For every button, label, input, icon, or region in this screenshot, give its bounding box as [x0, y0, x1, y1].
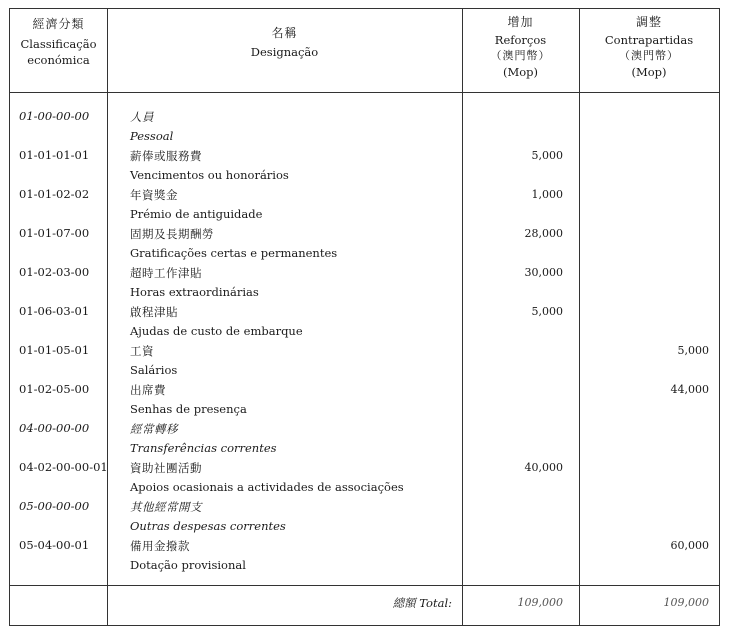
row-designation-pt: Pessoal — [130, 128, 174, 143]
row-designation-pt: Dotação provisional — [130, 557, 246, 572]
header-reforcos-unit: (Mop) — [502, 65, 539, 79]
row-designation-pt: Apoios ocasionais a actividades de associações — [130, 479, 404, 494]
table-row — [9, 380, 720, 400]
table-row — [9, 419, 720, 439]
row-designation-pt: Senhas de presença — [130, 401, 247, 416]
row-code: 01-01-01-01 — [19, 148, 90, 162]
total-label: 總額 Total: — [392, 596, 452, 610]
contrapartida-amount: 60,000 — [670, 539, 709, 552]
row-designation-zh: 工資 — [130, 344, 154, 358]
table-row — [9, 400, 720, 420]
contrapartida-amount: 44,000 — [670, 383, 709, 396]
header-classification-zh: 經濟分類 — [32, 17, 85, 31]
header-contrapartidas-unit-zh: （澳門幣） — [619, 49, 679, 62]
row-designation-pt: Gratificações certas e permanentes — [130, 245, 338, 260]
row-designation-zh: 經常轉移 — [130, 422, 178, 436]
row-code: 05-04-00-01 — [19, 538, 90, 552]
row-code: 04-02-00-00-01 — [19, 460, 108, 474]
row-designation-zh: 其他經常開支 — [130, 500, 202, 514]
header-designation-pt: Designação — [250, 45, 319, 59]
table-row — [9, 283, 720, 303]
table-row — [9, 497, 720, 517]
row-code: 01-00-00-00 — [19, 109, 90, 123]
table-row — [9, 107, 720, 127]
total-contrapartidas: 109,000 — [663, 596, 709, 609]
table-row — [9, 517, 720, 537]
header-contrapartidas-zh: 調整 — [635, 15, 662, 29]
table-row — [9, 536, 720, 556]
row-designation-pt: Transferências correntes — [130, 440, 277, 455]
header-reforcos-unit-zh: （澳門幣） — [490, 49, 551, 62]
header-reforcos-pt: Reforços — [494, 33, 547, 47]
row-code: 01-01-07-00 — [19, 226, 90, 240]
table-row — [9, 244, 720, 264]
row-designation-zh: 資助社團活動 — [130, 461, 202, 475]
header-designation-zh: 名稱 — [271, 26, 298, 40]
header-classification-pt-1: Classificação — [20, 37, 97, 51]
contrapartida-amount: 5,000 — [677, 344, 709, 357]
row-designation-zh: 年資獎金 — [130, 188, 178, 202]
table-row — [9, 439, 720, 459]
header-contrapartidas-unit: (Mop) — [631, 65, 667, 79]
row-designation-zh: 薪俸或服務費 — [130, 149, 202, 163]
reforco-amount: 40,000 — [524, 461, 563, 474]
row-designation-pt: Ajudas de custo de embarque — [130, 323, 303, 338]
table-row — [9, 185, 720, 205]
total-reforcos: 109,000 — [517, 596, 563, 609]
row-designation-pt: Prémio de antiguidade — [130, 206, 263, 221]
row-code: 04-00-00-00 — [19, 421, 90, 435]
row-code: 01-06-03-01 — [19, 304, 90, 318]
table-body — [9, 0, 720, 634]
reforco-amount: 5,000 — [531, 305, 563, 318]
header-reforcos-zh: 增加 — [507, 15, 534, 29]
table-row — [9, 341, 720, 361]
reforco-amount: 28,000 — [524, 227, 563, 240]
reforco-amount: 30,000 — [524, 266, 563, 279]
table-row — [9, 556, 720, 576]
row-designation-pt: Horas extraordinárias — [130, 284, 259, 299]
row-designation-pt: Outras despesas correntes — [130, 518, 286, 533]
row-designation-zh: 超時工作津貼 — [130, 266, 202, 280]
row-designation-zh: 出席費 — [130, 383, 166, 397]
reforco-amount: 1,000 — [531, 188, 563, 201]
table-row — [9, 322, 720, 342]
table-row — [9, 224, 720, 244]
row-code: 01-01-05-01 — [19, 343, 90, 357]
table-row — [9, 127, 720, 147]
row-code: 01-01-02-02 — [19, 187, 90, 201]
row-designation-zh: 固期及長期酬勞 — [130, 227, 214, 241]
table-row — [9, 478, 720, 498]
row-designation-pt: Salários — [130, 362, 178, 377]
row-designation-zh: 人員 — [130, 110, 154, 124]
row-designation-pt: Vencimentos ou honorários — [130, 167, 289, 182]
header-contrapartidas-pt: Contrapartidas — [604, 33, 694, 47]
table-row — [9, 205, 720, 225]
row-designation-zh: 啟程津貼 — [130, 305, 178, 319]
row-code: 01-02-05-00 — [19, 382, 90, 396]
table-row — [9, 302, 720, 322]
header-classification-pt-2: económica — [27, 53, 90, 67]
reforco-amount: 5,000 — [531, 149, 563, 162]
table-row — [9, 263, 720, 283]
table-row — [9, 458, 720, 478]
row-code: 01-02-03-00 — [19, 265, 90, 279]
table-row — [9, 361, 720, 381]
row-code: 05-00-00-00 — [19, 499, 90, 513]
table-row — [9, 146, 720, 166]
table-row — [9, 166, 720, 186]
row-designation-zh: 備用金撥款 — [130, 539, 190, 553]
